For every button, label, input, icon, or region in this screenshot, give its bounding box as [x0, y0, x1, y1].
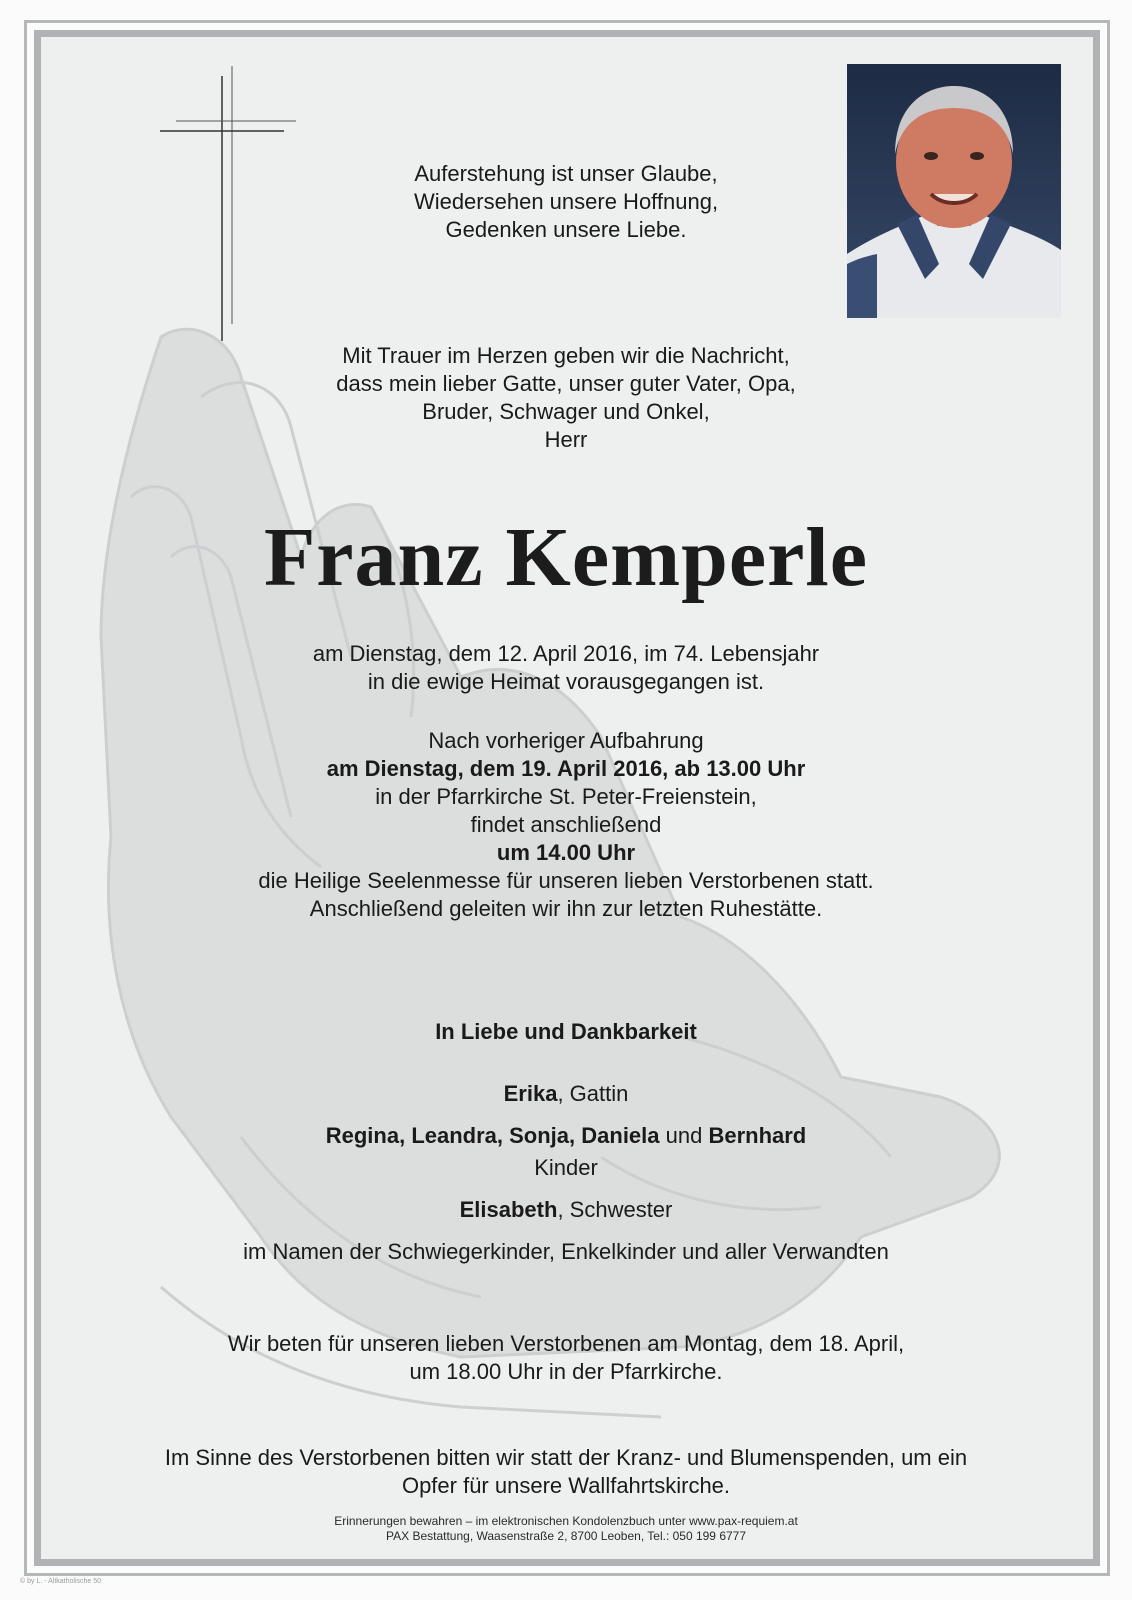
- prayer: [40, 1330, 1092, 1386]
- children-names: Regina, Leandra, Sonja, Daniela: [325, 1123, 660, 1148]
- service-line-1: Nach vorheriger Aufbahrung: [428, 728, 704, 753]
- service-info: [40, 727, 1092, 923]
- quote-line-1: Auferstehung ist unser Glaube,: [414, 161, 718, 186]
- children-last: Bernhard: [708, 1123, 807, 1148]
- sister-name: Elisabeth: [459, 1197, 558, 1222]
- service-time: um 14.00 Uhr: [496, 840, 636, 865]
- mourners-heading: In Liebe und Dankbarkeit: [435, 1019, 697, 1044]
- prayer-line-2: um 18.00 Uhr in der Pfarrkirche.: [409, 1359, 723, 1384]
- service-line-6: die Heilige Seelenmesse für unseren lieben Verstorbenen statt.: [258, 868, 874, 893]
- service-line-7: Anschließend geleiten wir ihn zur letzten Ruhestätte.: [309, 896, 823, 921]
- deceased-name: Franz Kemperle: [263, 511, 869, 604]
- mourner-sister: [40, 1196, 1092, 1224]
- children-und: und: [659, 1123, 709, 1148]
- footer-line-1: Erinnerungen bewahren – im elektronischen Kondolenzbuch unter www.pax-requiem.at: [334, 1514, 798, 1528]
- credit: © by L. - Altkatholische 50: [20, 1578, 102, 1585]
- donation-line-1: Im Sinne des Verstorbenen bitten wir statt der Kranz- und Blumenspenden, um ein: [164, 1445, 968, 1470]
- announcement-line-4: Herr: [544, 427, 588, 452]
- prayer-line-1: Wir beten für unseren lieben Verstorbenen am Montag, dem 18. April,: [227, 1331, 905, 1356]
- donation-line-2: Opfer für unsere Wallfahrtskirche.: [401, 1473, 731, 1498]
- death-info-line-2: in die ewige Heimat vorausgegangen ist.: [367, 669, 765, 694]
- footer-line-2: PAX Bestattung, Waasenstraße 2, 8700 Leoben, Tel.: 050 199 6777: [385, 1529, 747, 1543]
- donation: [40, 1444, 1092, 1500]
- announcement-line-2: dass mein lieber Gatte, unser guter Vater, Opa,: [336, 371, 796, 396]
- footer: [40, 1514, 1092, 1544]
- service-line-3: in der Pfarrkirche St. Peter-Freienstein,: [375, 784, 757, 809]
- wife-role: , Gattin: [557, 1081, 629, 1106]
- service-line-4: findet anschließend: [470, 812, 662, 837]
- announcement: [40, 342, 1092, 454]
- announcement-line-1: Mit Trauer im Herzen geben wir die Nachricht,: [342, 343, 790, 368]
- mourner-children: [40, 1122, 1092, 1150]
- death-info: [40, 640, 1092, 696]
- quote: [40, 160, 1092, 244]
- quote-line-2: Wiedersehen unsere Hoffnung,: [413, 189, 719, 214]
- mourners: [40, 1018, 1092, 1266]
- quote-line-3: Gedenken unsere Liebe.: [445, 217, 687, 242]
- children-role: Kinder: [534, 1155, 598, 1180]
- mourner-others: im Namen der Schwiegerkinder, Enkelkinder und aller Verwandten: [243, 1239, 889, 1264]
- mourner-wife: [40, 1080, 1092, 1108]
- death-info-line-1: am Dienstag, dem 12. April 2016, im 74. Lebensjahr: [312, 641, 820, 666]
- wife-name: Erika: [503, 1081, 558, 1106]
- announcement-line-3: Bruder, Schwager und Onkel,: [422, 399, 710, 424]
- sister-role: , Schwester: [557, 1197, 673, 1222]
- service-date: am Dienstag, dem 19. April 2016, ab 13.00 Uhr: [326, 756, 806, 781]
